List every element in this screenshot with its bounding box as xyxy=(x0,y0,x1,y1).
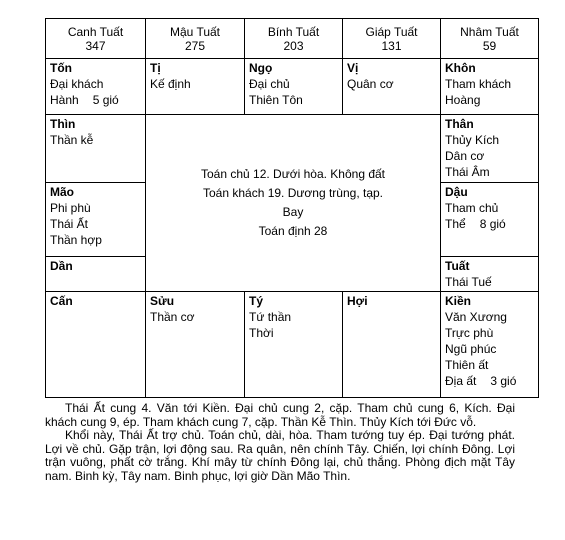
palace-star xyxy=(445,357,535,373)
palace-cell-khon xyxy=(441,59,539,115)
palace-name: Tốn xyxy=(50,61,72,75)
header-name: Bính Tuất xyxy=(267,24,320,39)
palace-star-label: Trực phù xyxy=(445,326,494,340)
palace-star xyxy=(445,200,535,216)
header-cell xyxy=(343,19,441,59)
palace-star-label: Quân cơ xyxy=(347,77,394,91)
palace-star xyxy=(50,200,142,216)
notes-paragraph: Khổi này, Thái Ất trợ chủ. Toán chủ, dài, hòa. Tham tướng tuy ép. Đại tướng phát. Lợi về chủ. Gặp trận, lợi động sau. Ra quân, nên chính Tây. Chiến, lợi chính Đông. Lợi trận vuông, phất cờ trắng. Khí mây từ chính Đông lại, chủ thắng. Phòng địch mặt Tây nam. Binh kỳ, Tây nam. Binh phục, lợi giờ Dần Mão Thìn. xyxy=(45,428,515,483)
header-number: 59 xyxy=(482,38,497,53)
palace-cell-ti xyxy=(146,59,245,115)
palace-name: Tuất xyxy=(445,259,470,273)
palace-star xyxy=(249,92,339,108)
palace-star-label: Đại khách xyxy=(50,77,104,91)
palace-star-label: Thể xyxy=(445,217,466,231)
header-number: 131 xyxy=(381,38,402,53)
palace-star-label: Đại chủ xyxy=(249,77,290,91)
palace-name: Dậu xyxy=(445,185,468,199)
palace-name: Mão xyxy=(50,185,74,199)
palace-star-label: Hoàng xyxy=(445,93,481,107)
palace-star xyxy=(445,274,535,290)
palace-star-label: Ngũ phúc xyxy=(445,342,497,356)
header-cell xyxy=(245,19,343,59)
palace-star-label: Thần kễ xyxy=(50,133,94,147)
palace-name: Tý xyxy=(249,294,264,308)
palace-star-label: Tham khách xyxy=(445,77,512,91)
notes-paragraph: Thái Ất cung 4. Văn tới Kiền. Đại chủ cung 2, cặp. Tham chủ cung 6, Kích. Đại khách cung 9, ép. Tham khách cung 7, cặp. Thần Kễ Thìn. Thủy Kích tới Đức vỗ. xyxy=(45,401,515,429)
palace-star xyxy=(445,309,535,325)
palace-name: Cấn xyxy=(50,294,73,308)
summary-line: Bay xyxy=(282,205,304,219)
palace-star xyxy=(445,92,535,108)
palace-star-label: Thái Ất xyxy=(50,217,89,231)
summary-line: Toán khách 19. Dương trùng, tạp. xyxy=(202,186,383,200)
palace-star xyxy=(445,132,535,148)
palace-star-label: Thần hợp xyxy=(50,233,102,247)
palace-star-label: Kế định xyxy=(150,77,191,91)
wind-count: 5 gió xyxy=(92,93,119,107)
palace-star xyxy=(50,92,142,108)
palace-star xyxy=(150,76,241,92)
palace-star xyxy=(50,216,142,232)
palace-star xyxy=(249,325,339,341)
palace-cell-vi xyxy=(343,59,441,115)
palace-grid xyxy=(45,18,539,398)
header-name: Giáp Tuất xyxy=(365,24,418,39)
palace-star xyxy=(445,76,535,92)
palace-name: Vị xyxy=(347,61,359,75)
palace-cell-mao xyxy=(46,183,146,257)
palace-cell-thin xyxy=(46,115,146,183)
palace-cell-kien xyxy=(441,292,539,398)
palace-star xyxy=(150,309,241,325)
palace-star xyxy=(445,148,535,164)
header-number: 203 xyxy=(283,38,304,53)
summary-line: Toán chủ 12. Dưới hòa. Không đất xyxy=(200,167,386,181)
palace-star xyxy=(347,76,437,92)
palace-star-label: Văn Xương xyxy=(445,310,507,324)
palace-cell-suu xyxy=(146,292,245,398)
palace-star xyxy=(50,76,142,92)
header-cell xyxy=(441,19,539,59)
palace-star-label: Thiên Tôn xyxy=(249,93,303,107)
palace-star-label: Thái Âm xyxy=(445,165,490,179)
header-name: Nhâm Tuất xyxy=(460,24,519,39)
palace-name: Sửu xyxy=(150,294,175,308)
palace-star-label: Hành xyxy=(50,93,79,107)
palace-name: Khôn xyxy=(445,61,476,75)
palace-name: Ngọ xyxy=(249,61,273,75)
palace-name: Tị xyxy=(150,61,161,75)
palace-star xyxy=(445,164,535,180)
palace-star xyxy=(50,232,142,248)
palace-name: Thìn xyxy=(50,117,76,131)
palace-star-label: Thời xyxy=(249,326,274,340)
palace-cell-hoi xyxy=(343,292,441,398)
palace-name: Thân xyxy=(445,117,474,131)
palace-star-label: Dân cơ xyxy=(445,149,485,163)
palace-star-label: Tham chủ xyxy=(445,201,499,215)
palace-star-label: Thái Tuế xyxy=(445,275,492,289)
header-cell xyxy=(146,19,245,59)
palace-star-label: Tứ thần xyxy=(249,310,292,324)
palace-cell-dau xyxy=(441,183,539,257)
palace-cell-ton xyxy=(46,59,146,115)
palace-cell-tuat xyxy=(441,257,539,292)
palace-cell-ngo xyxy=(245,59,343,115)
header-cell xyxy=(46,19,146,59)
palace-cell-than xyxy=(441,115,539,183)
header-name: Mậu Tuất xyxy=(169,24,221,39)
wind-count: 8 gió xyxy=(479,217,506,231)
palace-star xyxy=(445,216,535,232)
palace-name: Kiền xyxy=(445,294,472,308)
palace-name: Hợi xyxy=(347,294,368,308)
palace-star-label: Thiên ất xyxy=(445,358,489,372)
palace-star-label: Thủy Kích xyxy=(445,133,500,147)
header-number: 347 xyxy=(85,38,106,53)
palace-cell-can xyxy=(46,292,146,398)
palace-cell-dan xyxy=(46,257,146,292)
palace-star xyxy=(445,373,535,389)
header-name: Canh Tuất xyxy=(67,24,124,39)
header-number: 275 xyxy=(184,38,206,53)
wind-count: 3 gió xyxy=(490,374,517,388)
palace-star xyxy=(445,325,535,341)
notes-text xyxy=(45,402,515,483)
summary-line: Toán định 28 xyxy=(258,224,328,238)
palace-star-label: Thần cơ xyxy=(150,310,195,324)
palace-cell-ty xyxy=(245,292,343,398)
palace-star-label: Địa ất xyxy=(445,374,477,388)
palace-star xyxy=(249,309,339,325)
palace-star xyxy=(50,132,142,148)
palace-name: Dần xyxy=(50,259,73,273)
palace-star-label: Phi phù xyxy=(50,201,91,215)
palace-star xyxy=(249,76,339,92)
calculation-summary xyxy=(146,115,441,292)
palace-star xyxy=(445,341,535,357)
